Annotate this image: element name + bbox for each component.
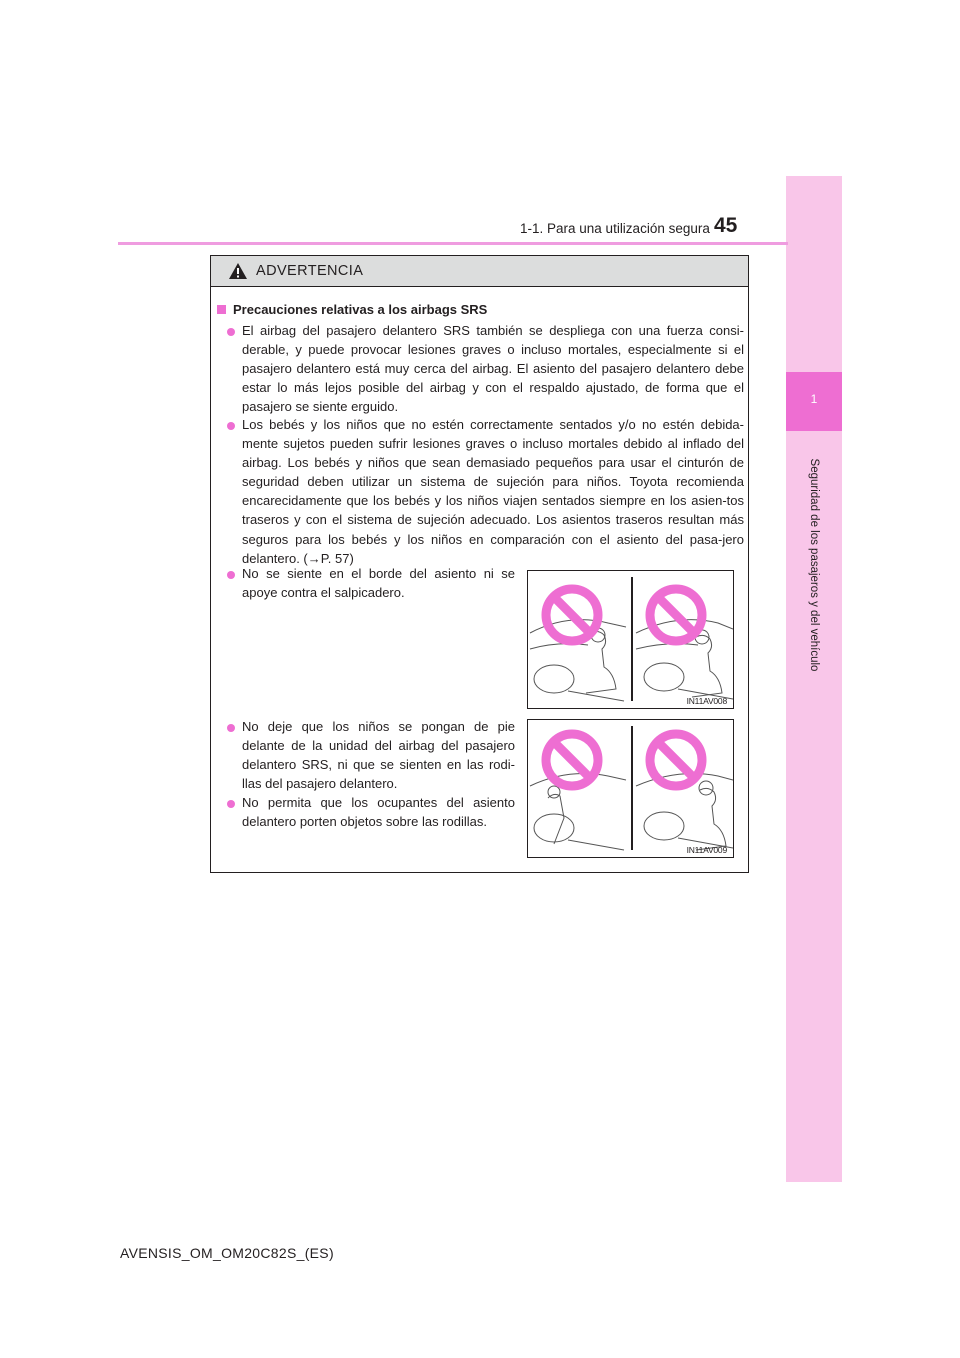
illustration-seating bbox=[527, 570, 734, 709]
prohibited-icon bbox=[546, 734, 598, 786]
heading-square-icon bbox=[217, 305, 226, 314]
list-item: No permita que los ocupantes del asiento delantero porten objetos sobre las rodillas. bbox=[242, 795, 515, 830]
prohibited-icon bbox=[546, 589, 598, 641]
list-item: Los bebés y los niños que no estén correctamente sentados y/o no estén debida-mente sujetos pueden sufrir lesiones graves o incluso mortales debido al inflado del airbag. Los bebés y niños que sean demasiado pequeños para usar el cinturón de seguridad deben utilizar un sistema de sujeción para niños. Toyota recomienda encarecidamente que los bebés y los niños viajen sentados siempre en los asien-tos traseros y con el sistema de sujeción adecuado. Los asientos traseros resultan más seguros para los bebés y los niños en comparación con el asiento del pasa-jero delantero. (→P. 57) bbox=[242, 417, 744, 566]
list-item: No deje que los niños se pongan de pie delante de la unidad del airbag del pasajero delantero SRS, ni que se sienten en las rodi-llas del pasajero delantero. bbox=[242, 719, 515, 792]
figure-label: IN11AV008 bbox=[686, 696, 727, 706]
chapter-title: Seguridad de los pasajeros y del vehículo bbox=[808, 458, 820, 672]
page-number: 45 bbox=[714, 214, 738, 237]
warning-title: ADVERTENCIA bbox=[256, 263, 364, 279]
manual-code: AVENSIS_OM_OM20C82S_(ES) bbox=[120, 1245, 334, 1261]
prohibited-icon bbox=[650, 589, 702, 641]
bullet-dot-icon bbox=[227, 724, 235, 732]
chapter-number: 1 bbox=[810, 392, 818, 406]
bullet-dot-icon bbox=[227, 800, 235, 808]
bullet-dot-icon bbox=[227, 571, 235, 579]
section-title: 1-1. Para una utilización segura bbox=[520, 221, 710, 236]
figure-label: IN11AV009 bbox=[686, 845, 727, 855]
illustration-children bbox=[527, 719, 734, 858]
bullet-dot-icon bbox=[227, 422, 235, 430]
list-item: No se siente en el borde del asiento ni se apoye contra el salpicadero. bbox=[242, 566, 515, 601]
bullet-dot-icon bbox=[227, 328, 235, 336]
header-rule bbox=[118, 242, 788, 245]
warning-header bbox=[211, 256, 748, 287]
prohibited-icon bbox=[650, 734, 702, 786]
warning-box bbox=[210, 255, 749, 873]
list-item: El airbag del pasajero delantero SRS también se despliega con una fuerza consi-derable, y puede provocar lesiones graves o incluso mortales, especialmente si el pasajero delantero está muy cerca del airbag. El asiento del pasajero delantero debe estar lo más lejos posible del airbag y con el respaldo ajustado, de forma que el pasajero se siente erguido. bbox=[242, 323, 744, 415]
warning-triangle-icon bbox=[228, 262, 248, 280]
section-heading: Precauciones relativas a los airbags SRS bbox=[217, 302, 487, 317]
